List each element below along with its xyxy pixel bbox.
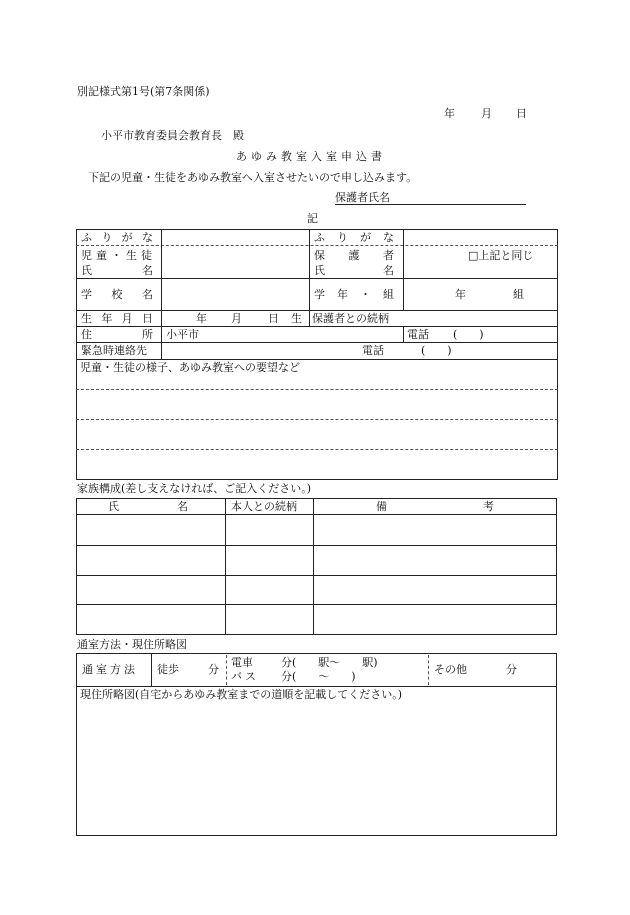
relationship-label: 保護者との続柄	[312, 312, 389, 325]
child-name-label-1: 児童・生徒	[81, 249, 156, 262]
emergency-label: 緊急時連絡先	[81, 344, 147, 357]
commute-method-label: 通室方法	[82, 663, 138, 676]
other-minutes: 分	[506, 663, 517, 676]
emergency-phone-paren: ( )	[421, 344, 452, 357]
birth-month-unit: 月	[231, 312, 242, 325]
family-col-name: 氏 名	[108, 500, 188, 513]
furigana-label-1: ふ り が な	[81, 231, 153, 244]
family-col-relation: 本人との続柄	[231, 500, 297, 513]
family-table	[76, 498, 557, 635]
address-label: 住 所	[81, 328, 153, 341]
guardian-signature-line[interactable]	[335, 204, 526, 205]
family-section-title: 家族構成(差し支えなければ、ご記入ください。)	[77, 482, 312, 495]
guardian-label-1: 保 護 者	[314, 249, 394, 262]
school-label: 学 校 名	[81, 288, 153, 301]
guardian-label-2: 氏 名	[314, 264, 394, 277]
other-label: その他	[434, 663, 467, 676]
guardian-signature-label: 保護者氏名	[335, 191, 390, 204]
notes-label: 児童・生徒の様子、あゆみ教室への要望など	[80, 361, 300, 374]
page-title: あゆみ教室入室申込書	[236, 150, 386, 163]
birth-day-unit: 日生	[268, 312, 314, 325]
family-col-remarks: 備 考	[376, 500, 494, 513]
train-label: 電車	[231, 656, 253, 669]
addressee: 小平市教育委員会教育長 殿	[101, 129, 244, 142]
address-value: 小平市	[166, 328, 199, 341]
map-label: 現住所略図(自宅からあゆみ教室までの道順を記載してください。)	[80, 688, 403, 701]
date-month-label: 月	[481, 107, 492, 120]
walk-label: 徒歩	[157, 663, 179, 676]
bus-detail: 分( 〜 )	[281, 670, 356, 683]
form-number: 別記様式第1号(第7条関係)	[77, 85, 210, 98]
phone-paren: ( )	[453, 328, 484, 341]
phone-label: 電話	[407, 328, 429, 341]
birthdate-label: 生 年 月 日	[81, 312, 153, 325]
grade-class-label: 学 年 ・ 組	[314, 288, 394, 301]
grade-unit: 年	[455, 288, 466, 301]
train-detail: 分( 駅〜 駅)	[281, 656, 378, 669]
birth-year-unit: 年	[196, 312, 207, 325]
walk-minutes: 分	[208, 663, 219, 676]
child-name-label-2: 氏 名	[81, 264, 153, 277]
ki-label: 記	[307, 212, 318, 225]
furigana-label-2: ふ り が な	[314, 231, 394, 244]
class-unit: 組	[513, 288, 524, 301]
same-as-above-checkbox[interactable]: □上記と同じ	[468, 249, 534, 262]
intro-text: 下記の児童・生徒をあゆみ教室へ入室させたいので申し込みます。	[88, 171, 418, 184]
date-day-label: 日	[516, 107, 527, 120]
bus-label: バス	[231, 670, 259, 683]
date-year-label: 年	[444, 107, 455, 120]
emergency-phone-label: 電話	[362, 344, 384, 357]
commute-section-title: 通室方法・現住所略図	[77, 638, 187, 651]
